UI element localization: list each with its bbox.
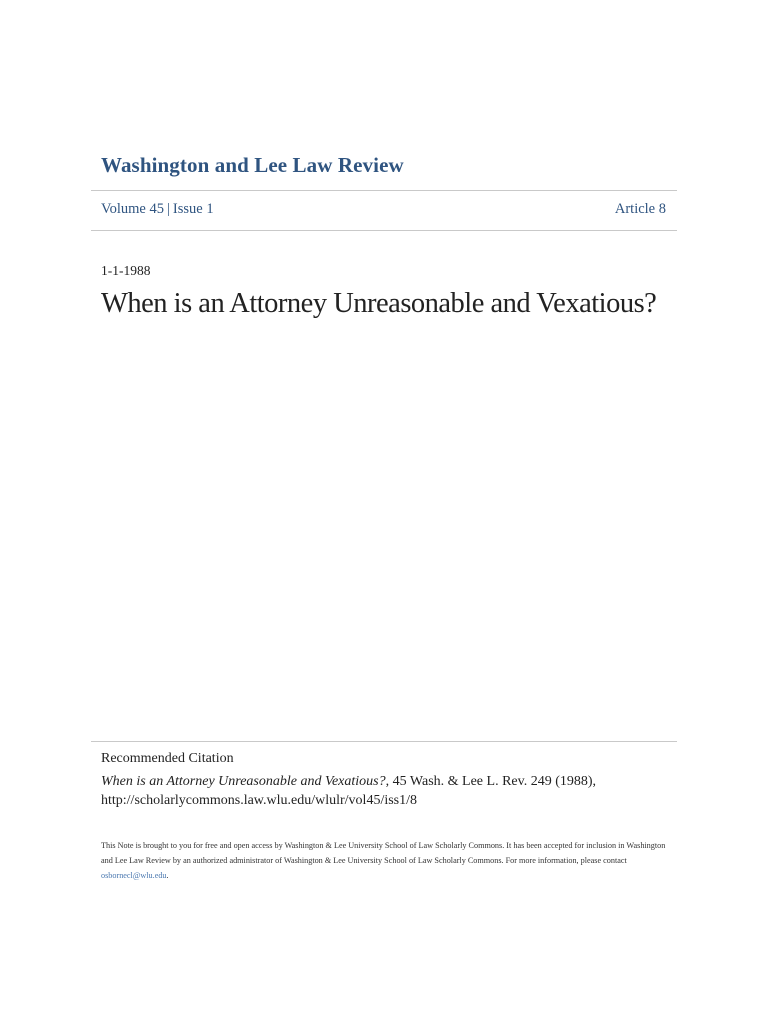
citation-heading: Recommended Citation <box>101 751 234 766</box>
journal-title-link[interactable]: Washington and Lee Law Review <box>101 153 404 177</box>
divider-middle <box>91 230 677 231</box>
issue-line <box>101 201 214 218</box>
article-number-link[interactable]: Article 8 <box>614 201 666 217</box>
citation-details: , 45 Wash. & Lee L. Rev. 249 (1988), <box>385 774 597 789</box>
citation-url[interactable]: http://scholarlycommons.law.wlu.edu/wlulr/vol45/iss1/8 <box>101 793 418 808</box>
issue-separator: | <box>166 201 170 217</box>
divider-bottom <box>91 741 677 742</box>
citation-body <box>101 772 661 810</box>
issue-link[interactable]: Issue 1 <box>172 201 214 217</box>
access-notice <box>101 838 677 883</box>
article-title: When is an Attorney Unreasonable and Vexatious? <box>101 288 657 319</box>
contact-email-link[interactable]: osbornecl@wlu.edu <box>101 871 167 880</box>
notice-end: . <box>166 871 169 880</box>
citation-title: When is an Attorney Unreasonable and Vexatious? <box>101 774 386 789</box>
notice-text: This Note is brought to you for free and open access by Washington & Lee University School of Law Scholarly Commons. It has been accepted for inclusion in Washington and Lee Law Review by an authorized administrator of Washington & Lee University School of Law Scholarly Commons. For more information, please contact <box>101 841 666 865</box>
volume-link[interactable]: Volume 45 <box>101 201 164 217</box>
publication-date: 1-1-1988 <box>101 263 151 278</box>
divider-top <box>91 190 677 191</box>
